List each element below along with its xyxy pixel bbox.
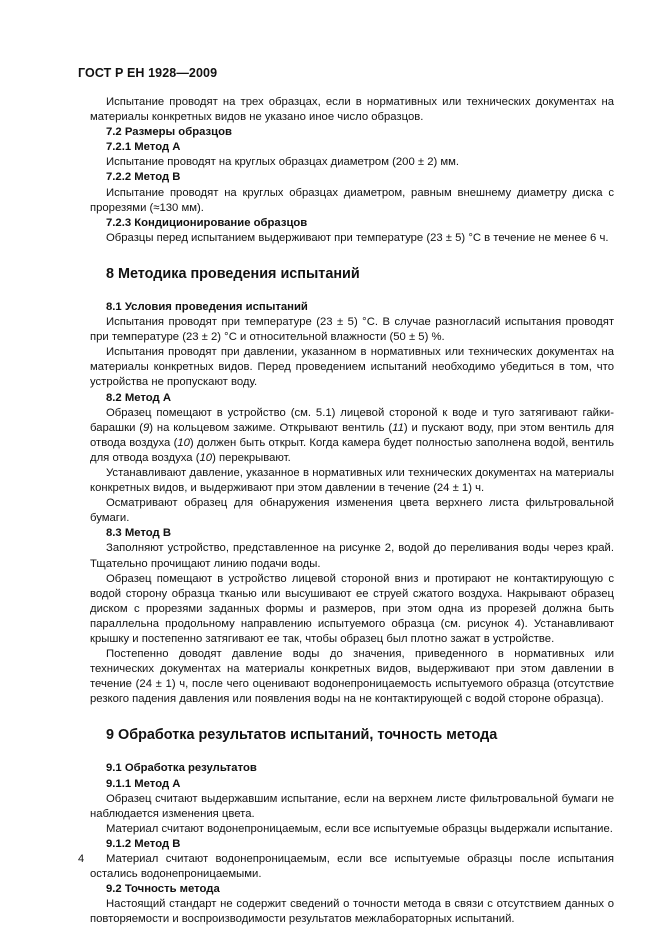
section-8-1-heading: 8.1 Условия проведения испытаний: [106, 300, 308, 313]
ref-number: 9: [142, 421, 150, 434]
section-8-3-paragraph-2: Образец помещают в устройство лицевой стороной вниз и протирают не контактирующую с водой сторону образца тканью или высушивают ее струей сжатого воздуха. Накрывают образец диском с прорезями заданных формы и размеров, при этом одна из прорезей должна быть параллельна продольному направлению испытуемого образца (см. рисунок 4). Устанавливают крышку и постепенно затягивают ее так, чтобы образец был плотно зажат в устройстве.: [90, 572, 614, 645]
section-8-2-heading: 8.2 Метод А: [106, 391, 171, 404]
ref-number: 11: [392, 421, 404, 434]
ref-number: 10: [199, 451, 213, 464]
section-7-2-3-heading: 7.2.3 Кондиционирование образцов: [106, 216, 308, 229]
document-header: ГОСТ Р ЕН 1928—2009: [78, 66, 218, 80]
section-9-1-1-heading: 9.1.1 Метод А: [106, 777, 181, 790]
section-7-2-heading: 7.2 Размеры образцов: [106, 126, 232, 139]
intro-paragraph: Испытание проводят на трех образцах, если в нормативных или технических документах на материалы конкретных видов не указано иное число образцов.: [90, 96, 614, 124]
section-7-2-1-heading: 7.2.1 Метод А: [106, 141, 181, 154]
section-8-2-paragraph-3: Осматривают образец для обнаружения изменения цвета верхнего листа фильтровальной бумаги.: [90, 497, 614, 525]
section-7-2-1-text: Испытание проводят на круглых образцах диаметром (200 ± 2) мм.: [106, 156, 460, 169]
section-9-2-paragraph-1: Настоящий стандарт не содержит сведений о точности метода в связи с отсутствием данных о повторяемости и воспроизводимости результатов межлабораторных испытаний.: [90, 898, 614, 926]
section-7-2-2-heading: 7.2.2 Метод В: [106, 171, 181, 184]
section-7-2-3-text: Образцы перед испытанием выдерживают при температуре (23 ± 5) °С в течение не менее 6 ч.: [106, 231, 609, 244]
section-8-2-paragraph-1: Образец помещают в устройство (см. 5.1) лицевой стороной к воде и туго затягивают гайки-барашки (9) на кольцевом зажиме. Открывают вентиль (11) и пускают воду, при этом вентиль для отвода воздуха (10) должен быть открыт. Когда камера будет полностью заполнена водой, вентиль для отвода воздуха (10) перекрывают.: [90, 406, 614, 464]
section-9-title: 9 Обработка результатов испытаний, точность метода: [106, 727, 498, 744]
ref-number: 10: [177, 436, 190, 449]
section-8-3-heading: 8.3 Метод В: [106, 527, 171, 540]
section-8-3-paragraph-1: Заполняют устройство, представленное на рисунке 2, водой до переливания воды через край. Тщательно прочищают линию подачи воды.: [90, 542, 614, 570]
section-8-title: 8 Методика проведения испытаний: [106, 265, 360, 282]
document-body: [90, 95, 614, 928]
section-9-1-heading: 9.1 Обработка результатов: [106, 762, 257, 775]
section-9-1-1-paragraph-1: Образец считают выдержавшим испытание, если на верхнем листе фильтровальной бумаги не наблюдается изменения цвета.: [90, 792, 614, 820]
section-9-1-2-paragraph-1: Материал считают водонепроницаемым, если все испытуемые образцы после испытания остались водонепроницаемыми.: [90, 853, 614, 881]
section-8-1-paragraph-2: Испытания проводят при давлении, указанном в нормативных или технических документах на материалы конкретных видов. Перед проведением испытаний необходимо убедиться в том, что устройства не пропускают воду.: [90, 346, 614, 389]
section-8-2-paragraph-2: Устанавливают давление, указанное в нормативных или технических документах на материалы конкретных видов, и выдерживают при этом давлении в течение (24 ± 1) ч.: [90, 466, 614, 495]
section-9-2-heading: 9.2 Точность метода: [106, 883, 220, 896]
section-8-1-paragraph-1: Испытания проводят при температуре (23 ± 5) °С. В случае разногласий испытания проводят при температуре (23 ± 2) °С и относительной влажности (50 ± 5) %.: [90, 316, 614, 344]
section-9-1-2-heading: 9.1.2 Метод В: [106, 837, 181, 850]
section-7-2-2-text: Испытание проводят на круглых образцах диаметром, равным внешнему диаметру диска с прорезями (≈130 мм).: [90, 186, 614, 214]
section-9-1-1-paragraph-2: Материал считают водонепроницаемым, если все испытуемые образцы выдержали испытание.: [106, 822, 613, 835]
page-number: 4: [78, 853, 85, 865]
section-8-3-paragraph-3: Постепенно доводят давление воды до значения, приведенного в нормативных или технических документах на материалы конкретных видов, выдерживают при этом давлении в течение (24 ± 1) ч, после чего оценивают водонепроницаемость испытуемого образца (отсутствие резкого падения давления или появления воды на не контактирующей с водой стороне образца).: [90, 648, 614, 706]
